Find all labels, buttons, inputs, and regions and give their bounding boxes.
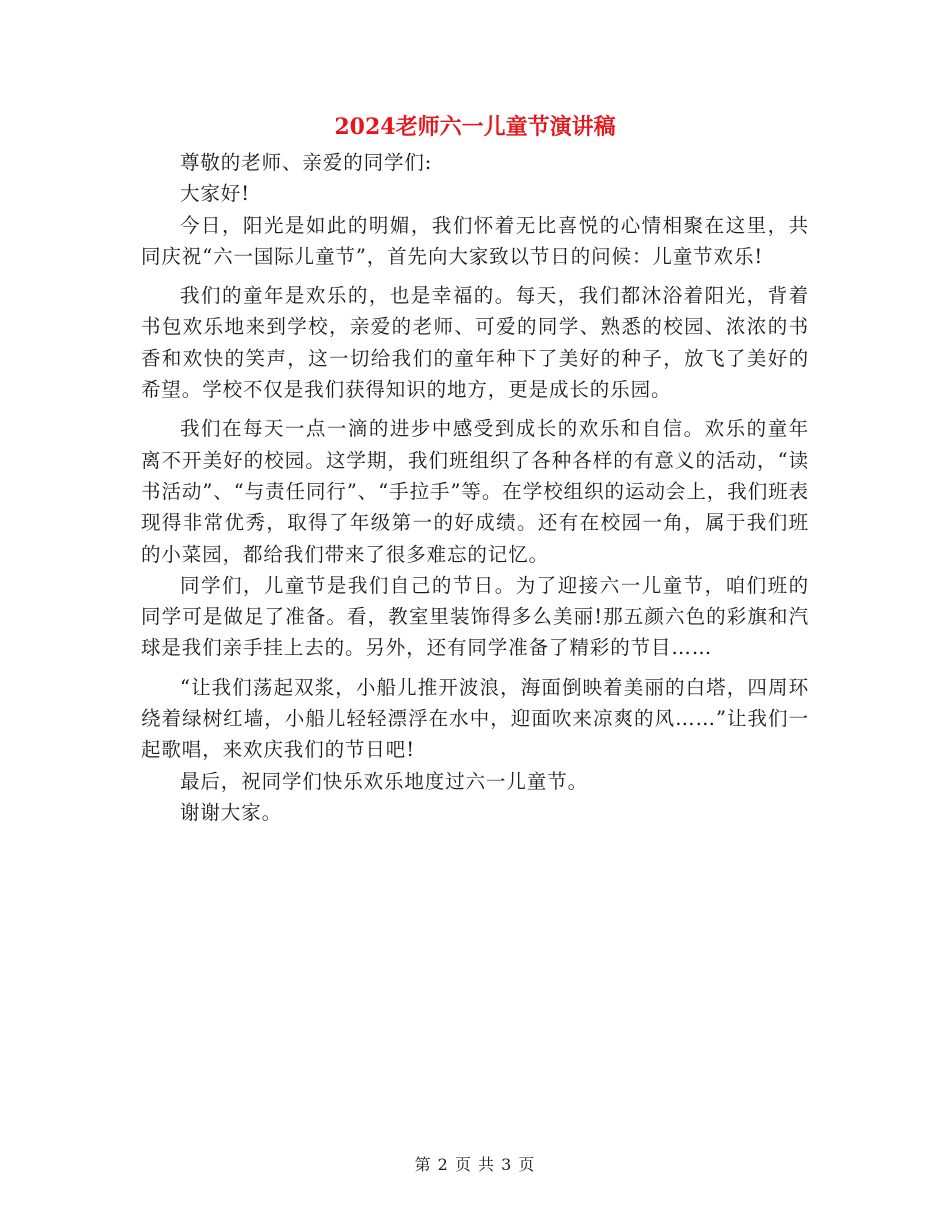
paragraph-childhood: 我们的童年是欢乐的，也是幸福的。每天，我们都沐浴着阳光，背着书包欢乐地来到学校，亲爱的老师、可爱的同学、熟悉的校园、浓浓的书香和欢快的笑声，这一切给我们的童年种下了美好的种子，放飞了美好的希望。学校不仅是我们获得知识的地方，更是成长的乐园。 (141, 284, 809, 402)
greeting: 大家好! (180, 182, 250, 206)
paragraph-song: “让我们荡起双浆，小船儿推开波浪，海面倒映着美丽的白塔，四周环绕着绿树红墙，小船儿轻轻漂浮在水中，迎面吹来凉爽的风……”让我们一起歌唱，来欢庆我们的节日吧! (141, 675, 809, 762)
salutation: 尊敬的老师、亲爱的同学们: (180, 151, 433, 174)
paragraph-preparation: 同学们，儿童节是我们自己的节日。为了迎接六一儿童节，咱们班的同学可是做足了准备。看，教室里装饰得多么美丽!那五颜六色的彩旗和汽球是我们亲手挂上去的。另外，还有同学准备了精彩的节目…… (141, 573, 809, 660)
paragraph-growth: 我们在每天一点一滴的进步中感受到成长的欢乐和自信。欢乐的童年离不开美好的校园。这学期，我们班组织了各种各样的有意义的活动，“读书活动”、“与责任同行”、“手拉手”等。在学校组织的运动会上，我们班表现得非常优秀，取得了年级第一的好成绩。还有在校园一角，属于我们班的小菜园，都给我们带来了很多难忘的记忆。 (141, 417, 809, 566)
paragraph-wishes: 最后，祝同学们快乐欢乐地度过六一儿童节。 (180, 769, 589, 793)
paragraph-opening: 今日，阳光是如此的明媚，我们怀着无比喜悦的心情相聚在这里，共同庆祝“六一国际儿童节”，首先向大家致以节日的问候：儿童节欢乐! (141, 213, 809, 268)
paragraph-thanks: 谢谢大家。 (180, 800, 283, 824)
document-body (141, 147, 809, 828)
document-title: 2024老师六一儿童节演讲稿 (334, 114, 616, 140)
page-number-footer: 第 2 页 共 3 页 (414, 1155, 536, 1174)
